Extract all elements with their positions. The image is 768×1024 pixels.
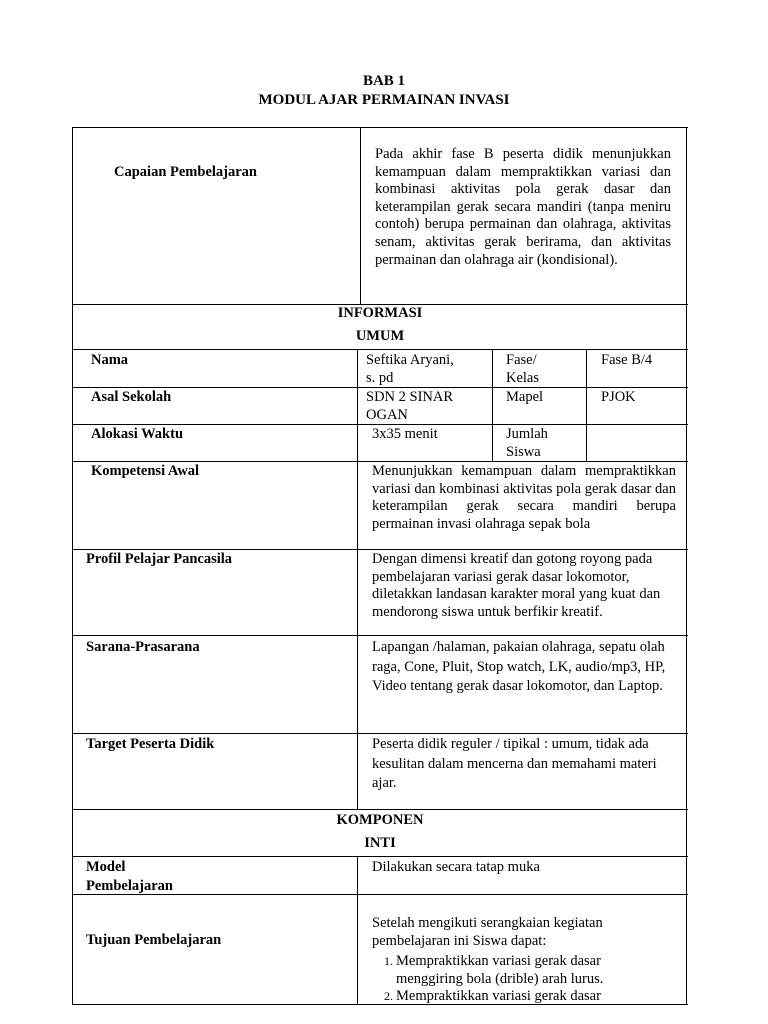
sekolah-value-line1: SDN 2 SINAR bbox=[366, 389, 454, 405]
mapel-value: PJOK bbox=[601, 389, 636, 405]
nama-value-line2: s. pd bbox=[366, 370, 394, 386]
jumlah-label-line1: Jumlah bbox=[506, 426, 548, 442]
alokasi-value: 3x35 menit bbox=[372, 426, 438, 442]
profil-label: Profil Pelajar Pancasila bbox=[86, 551, 233, 567]
tujuan-intro: Setelah mengikuti serangkaian kegiatan pembelajaran ini Siswa dapat: bbox=[372, 915, 603, 949]
tujuan-list bbox=[372, 953, 662, 1006]
tujuan-label: Tujuan Pembelajaran bbox=[86, 932, 222, 948]
sekolah-value-line2: OGAN bbox=[366, 407, 408, 423]
document-title: MODUL AJAR PERMAINAN INVASI bbox=[258, 92, 510, 108]
nama-label: Nama bbox=[91, 352, 129, 368]
section-informasi: INFORMASI bbox=[337, 305, 423, 321]
target-label: Target Peserta Didik bbox=[86, 736, 215, 752]
section-umum: UMUM bbox=[355, 328, 405, 344]
capaian-text: Pada akhir fase B peserta didik menunjukkan kemampuan dalam mempraktikkan variasi dan kombinasi aktivitas pola gerak dasar dan keterampilan gerak secara mandiri (tanpa meniru contoh) berupa permainan dan olahraga, aktivitas senam, aktivitas gerak berirama, dan aktivitas permainan dan olahraga air (kondisional). bbox=[375, 146, 671, 268]
section-inti: INTI bbox=[364, 835, 396, 851]
section-komponen: KOMPONEN bbox=[336, 812, 424, 828]
model-label-line2: Pembelajaran bbox=[86, 878, 173, 894]
sekolah-label: Asal Sekolah bbox=[91, 389, 172, 405]
jumlah-label-line2: Siswa bbox=[506, 444, 541, 460]
model-label-line1: Model bbox=[86, 859, 126, 875]
target-text: Peserta didik reguler / tipikal : umum, tidak ada kesulitan dalam mencerna dan memahami materi ajar. bbox=[372, 736, 657, 792]
model-text: Dilakukan secara tatap muka bbox=[372, 859, 540, 875]
kompetensi-label: Kompetensi Awal bbox=[91, 463, 200, 479]
sarana-label: Sarana-Prasarana bbox=[86, 639, 200, 655]
fase-value: Fase B/4 bbox=[601, 352, 653, 368]
alokasi-label: Alokasi Waktu bbox=[91, 426, 184, 442]
profil-text: Dengan dimensi kreatif dan gotong royong pada pembelajaran variasi gerak dasar lokomotor, diletakkan landasan karakter moral yang kuat dan mendorong siswa untuk berfikir kreatif. bbox=[372, 551, 661, 620]
chapter-number: BAB 1 bbox=[362, 73, 406, 89]
tujuan-item: 1. Mempraktikkan variasi gerak dasar menggiring bola (drible) arah lurus. bbox=[396, 953, 662, 988]
kompetensi-text: Menunjukkan kemampuan dalam mempraktikkan variasi dan kombinasi aktivitas pola gerak dasar dan keterampilan gerak secara mandiri berupa permainan invasi olahraga sepak bola bbox=[372, 463, 676, 532]
sarana-text: Lapangan /halaman, pakaian olahraga, sepatu olah raga, Cone, Pluit, Stop watch, LK, audio/mp3, HP, Video tentang gerak dasar lokomotor, dan Laptop. bbox=[372, 639, 666, 695]
capaian-label: Capaian Pembelajaran bbox=[114, 164, 257, 180]
mapel-label: Mapel bbox=[506, 389, 544, 405]
fase-label-line2: Kelas bbox=[506, 370, 540, 386]
nama-value-line1: Seftika Aryani, bbox=[366, 352, 454, 368]
fase-label-line1: Fase/ bbox=[506, 352, 537, 368]
tujuan-item: 2. Mempraktikkan variasi gerak dasar bbox=[396, 988, 662, 1006]
